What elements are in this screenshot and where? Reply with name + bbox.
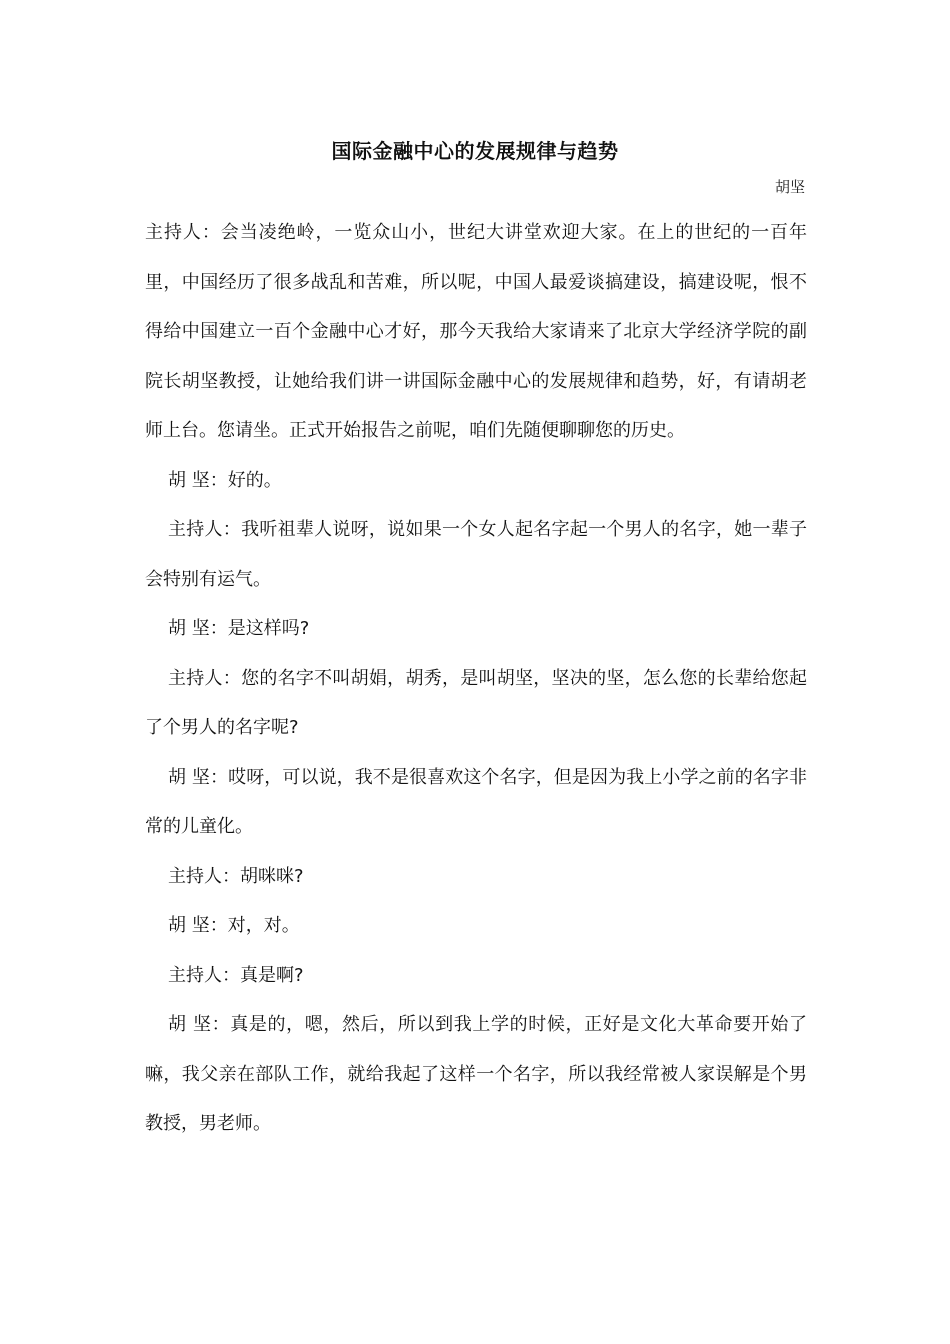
speaker-label: 胡 坚： xyxy=(168,469,228,491)
paragraph-text: 真是的，嗯，然后，所以到我上学的时候，正好是文化大革命要开始了嘛，我父亲在部队工作，就给我起了这样一个名字，所以我经常被人家误解是个男教授，男老师。 xyxy=(145,1014,807,1134)
paragraph-text: 是这样吗? xyxy=(227,618,310,639)
paragraph-host-intro xyxy=(145,208,807,456)
speaker-label: 主持人： xyxy=(145,222,221,243)
speaker-label: 胡 坚： xyxy=(168,766,229,788)
author-name: 胡坚 xyxy=(774,178,805,196)
speaker-label: 主持人： xyxy=(168,667,242,689)
speaker-label: 胡 坚： xyxy=(168,618,228,639)
paragraph-text: 会当凌绝岭，一览众山小，世纪大讲堂欢迎大家。在上的世纪的一百年里，中国经历了很多战乱和苦难，所以呢，中国人最爱谈搞建设，搞建设呢，恨不得给中国建立一百个金融中心才好，那今天我给大家请来了北京大学经济学院的副院长胡坚教授，让她给我们讲一讲国际金融中心的发展规律和趋势，好，有请胡老师上台。您请坐。正式开始报告之前呢，咱们先随便聊聊您的历史。 xyxy=(145,222,807,441)
speaker-label: 胡 坚： xyxy=(168,1014,231,1035)
document-body xyxy=(145,208,807,1149)
paragraph xyxy=(145,654,807,753)
speaker-label: 胡 坚： xyxy=(168,915,228,936)
paragraph xyxy=(145,901,807,951)
speaker-label: 主持人： xyxy=(168,865,240,887)
paragraph xyxy=(145,852,807,902)
paragraph-text: 哎呀，可以说，我不是很喜欢这个名字，但是因为我上小学之前的名字非常的儿童化。 xyxy=(145,766,807,837)
paragraph xyxy=(145,1000,807,1149)
paragraph-text: 您的名字不叫胡娟，胡秀，是叫胡坚，坚决的坚，怎么您的长辈给您起了个男人的名字呢? xyxy=(145,667,808,738)
paragraph-text: 我听祖辈人说呀，说如果一个女人起名字起一个男人的名字，她一辈子会特别有运气。 xyxy=(145,519,808,590)
paragraph xyxy=(145,604,807,654)
paragraph xyxy=(145,753,807,852)
paragraph xyxy=(145,505,807,604)
paragraph-text: 好的。 xyxy=(227,469,282,491)
paragraph xyxy=(145,456,807,506)
speaker-label: 主持人： xyxy=(168,964,240,986)
paragraph-text: 真是啊? xyxy=(240,964,304,986)
speaker-label: 主持人： xyxy=(168,519,242,540)
paragraph-text: 对，对。 xyxy=(227,915,300,936)
paragraph-text: 胡咪咪? xyxy=(240,865,304,887)
paragraph xyxy=(145,951,807,1001)
document-title: 国际金融中心的发展规律与趋势 xyxy=(331,139,619,163)
